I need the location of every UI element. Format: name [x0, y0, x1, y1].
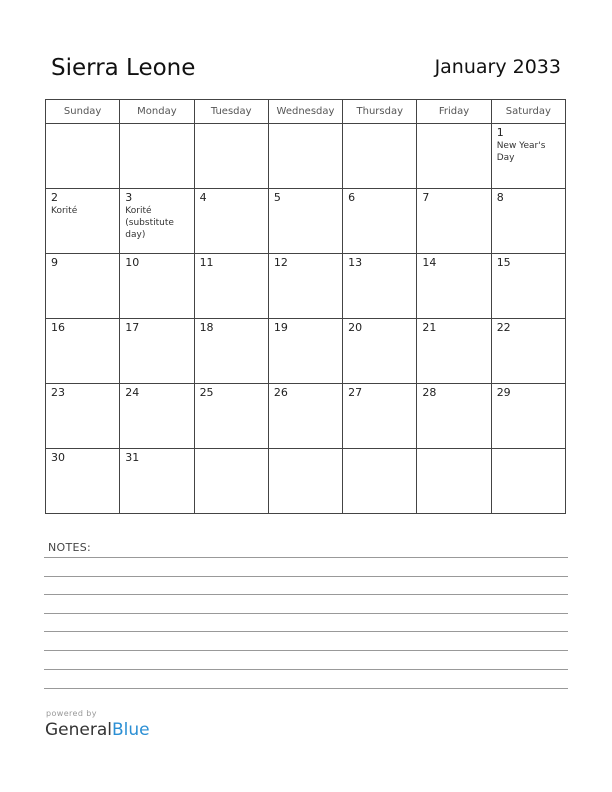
day-number: 16 [51, 321, 65, 334]
notes-line [44, 688, 568, 689]
day-number: 23 [51, 386, 65, 399]
day-cell[interactable] [491, 254, 565, 319]
day-number: 24 [125, 386, 140, 399]
day-cell[interactable] [491, 189, 565, 254]
day-cell[interactable] [46, 124, 120, 189]
day-cell[interactable] [491, 449, 565, 514]
day-cell[interactable] [46, 254, 120, 319]
day-cell[interactable] [417, 189, 491, 254]
day-cell[interactable] [120, 124, 194, 189]
weekday-header: Tuesday [194, 100, 268, 124]
day-number: 22 [496, 321, 511, 334]
holiday-label: Korité [51, 206, 78, 216]
day-number: 27 [348, 386, 363, 399]
powered-by-text: powered by [46, 709, 97, 718]
day-cell[interactable] [417, 124, 491, 189]
day-cell[interactable] [491, 384, 565, 449]
day-number: 4 [199, 191, 207, 204]
day-cell[interactable] [120, 189, 194, 254]
week-row [46, 124, 566, 189]
day-number: 13 [348, 256, 363, 269]
day-cell[interactable] [194, 124, 268, 189]
weekday-header: Wednesday [268, 100, 342, 124]
calendar-grid [45, 99, 566, 514]
day-number: 29 [496, 386, 511, 399]
day-number: 10 [125, 256, 140, 269]
weekday-header: Monday [120, 100, 194, 124]
weekday-header-row [46, 100, 566, 124]
weekday-header: Saturday [491, 100, 565, 124]
day-cell[interactable] [120, 254, 194, 319]
day-number: 20 [348, 321, 363, 334]
day-cell[interactable] [194, 449, 268, 514]
notes-line [44, 557, 568, 558]
day-cell[interactable] [417, 319, 491, 384]
day-cell[interactable] [268, 254, 342, 319]
day-cell[interactable] [46, 189, 120, 254]
weekday-header: Sunday [46, 100, 120, 124]
notes-line [44, 613, 568, 614]
day-number: 3 [125, 191, 133, 204]
notes-line [44, 669, 568, 670]
day-cell[interactable] [417, 449, 491, 514]
day-number: 31 [125, 451, 140, 464]
notes-line [44, 594, 568, 595]
weekday-header: Thursday [343, 100, 417, 124]
day-number: 18 [199, 321, 214, 334]
day-cell[interactable] [417, 384, 491, 449]
brand-general: General [45, 720, 112, 740]
day-cell[interactable] [491, 319, 565, 384]
holiday-label: Korité (substitute day) [125, 206, 174, 240]
country-title: Sierra Leone [51, 55, 196, 81]
notes-line [44, 631, 568, 632]
day-number: 28 [422, 386, 437, 399]
day-cell[interactable] [120, 449, 194, 514]
day-cell[interactable] [417, 254, 491, 319]
day-cell[interactable] [343, 254, 417, 319]
day-number: 11 [199, 256, 214, 269]
day-number: 12 [273, 256, 288, 269]
day-number: 30 [51, 451, 65, 464]
day-cell[interactable] [194, 319, 268, 384]
week-row [46, 449, 566, 514]
day-number: 2 [51, 191, 58, 204]
day-cell[interactable] [343, 189, 417, 254]
month-year-title: January 2033 [434, 56, 561, 78]
day-cell[interactable] [343, 124, 417, 189]
holiday-label: New Year's Day [496, 141, 546, 163]
day-cell[interactable] [194, 254, 268, 319]
week-row [46, 189, 566, 254]
day-number: 5 [273, 191, 281, 204]
brand-blue: Blue [112, 720, 150, 740]
notes-line [44, 650, 568, 651]
day-cell[interactable] [46, 449, 120, 514]
day-cell[interactable] [491, 124, 565, 189]
day-number: 26 [273, 386, 288, 399]
day-number: 1 [496, 126, 504, 139]
notes-label: NOTES: [48, 541, 92, 554]
day-cell[interactable] [268, 384, 342, 449]
generalblue-logo[interactable] [45, 720, 150, 740]
day-number: 9 [51, 256, 58, 269]
day-cell[interactable] [194, 384, 268, 449]
day-number: 14 [422, 256, 437, 269]
day-cell[interactable] [194, 189, 268, 254]
week-row [46, 254, 566, 319]
day-cell[interactable] [343, 449, 417, 514]
day-number: 7 [422, 191, 430, 204]
weekday-header: Friday [417, 100, 491, 124]
day-cell[interactable] [46, 384, 120, 449]
day-number: 21 [422, 321, 437, 334]
day-number: 25 [199, 386, 214, 399]
day-cell[interactable] [343, 384, 417, 449]
day-cell[interactable] [120, 384, 194, 449]
day-cell[interactable] [268, 319, 342, 384]
day-number: 17 [125, 321, 140, 334]
day-number: 8 [496, 191, 504, 204]
day-cell[interactable] [343, 319, 417, 384]
day-cell[interactable] [268, 449, 342, 514]
day-number: 15 [496, 256, 511, 269]
day-cell[interactable] [46, 319, 120, 384]
day-cell[interactable] [268, 189, 342, 254]
day-cell[interactable] [120, 319, 194, 384]
week-row [46, 384, 566, 449]
day-cell[interactable] [268, 124, 342, 189]
notes-line [44, 576, 568, 577]
week-row [46, 319, 566, 384]
day-number: 19 [273, 321, 288, 334]
day-number: 6 [348, 191, 356, 204]
